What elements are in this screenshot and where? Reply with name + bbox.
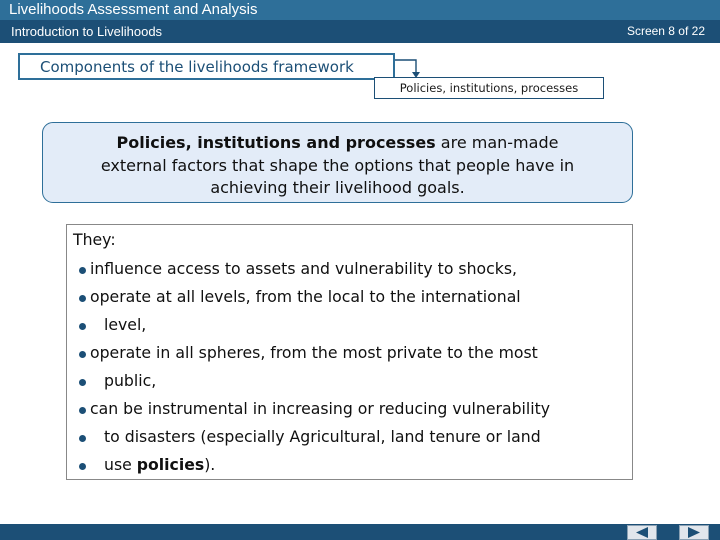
screen-counter: Screen 8 of 22 (626, 24, 705, 38)
list-line: influence access to assets and vulnerability to shocks, (90, 259, 518, 278)
definition-line-1 (43, 132, 632, 155)
list-line: operate at all levels, from the local to the international (90, 287, 521, 306)
last-line-suffix: ). (204, 455, 216, 474)
bullet-icon (79, 407, 86, 414)
course-title: Livelihoods Assessment and Analysis (9, 1, 258, 18)
section-bar (0, 20, 720, 43)
list-line-last (104, 455, 215, 474)
list-intro: They: (73, 230, 116, 249)
definition-line-1-rest: are man-made (435, 133, 559, 152)
definition-box (42, 122, 633, 203)
section-title: Introduction to Livelihoods (11, 24, 163, 39)
list-line: to disasters (especially Agricultural, land tenure or land (104, 427, 541, 446)
footer-bar (0, 524, 720, 540)
breadcrumb-parent[interactable] (18, 53, 395, 80)
last-line-bold: policies (136, 455, 205, 474)
triangle-right-icon (680, 526, 708, 539)
bullet-icon (79, 295, 86, 302)
bullet-icon (79, 323, 86, 330)
list-line: public, (104, 371, 157, 390)
bullet-icon (79, 379, 86, 386)
list-line: can be instrumental in increasing or reducing vulnerability (90, 399, 551, 418)
characteristics-box (66, 224, 633, 480)
breadcrumb-current (374, 77, 604, 99)
definition-line-3: achieving their livelihood goals. (210, 178, 465, 197)
next-button[interactable] (679, 525, 709, 540)
back-button[interactable] (627, 525, 657, 540)
last-line-prefix: use (104, 455, 137, 474)
list-line: operate in all spheres, from the most private to the most (90, 343, 538, 362)
bullet-icon (79, 435, 86, 442)
bullet-icon (79, 351, 86, 358)
definition-line-2: external factors that shape the options that people have in (100, 155, 575, 175)
list-line: level, (104, 315, 147, 334)
course-title-bar (0, 0, 720, 20)
definition-term: Policies, institutions and processes (116, 133, 436, 152)
breadcrumb-current-label: Policies, institutions, processes (399, 81, 579, 95)
bullet-icon (79, 267, 86, 274)
bullet-icon (79, 463, 86, 470)
breadcrumb-parent-label: Components of the livelihoods framework (40, 58, 354, 76)
triangle-left-icon (628, 526, 656, 539)
